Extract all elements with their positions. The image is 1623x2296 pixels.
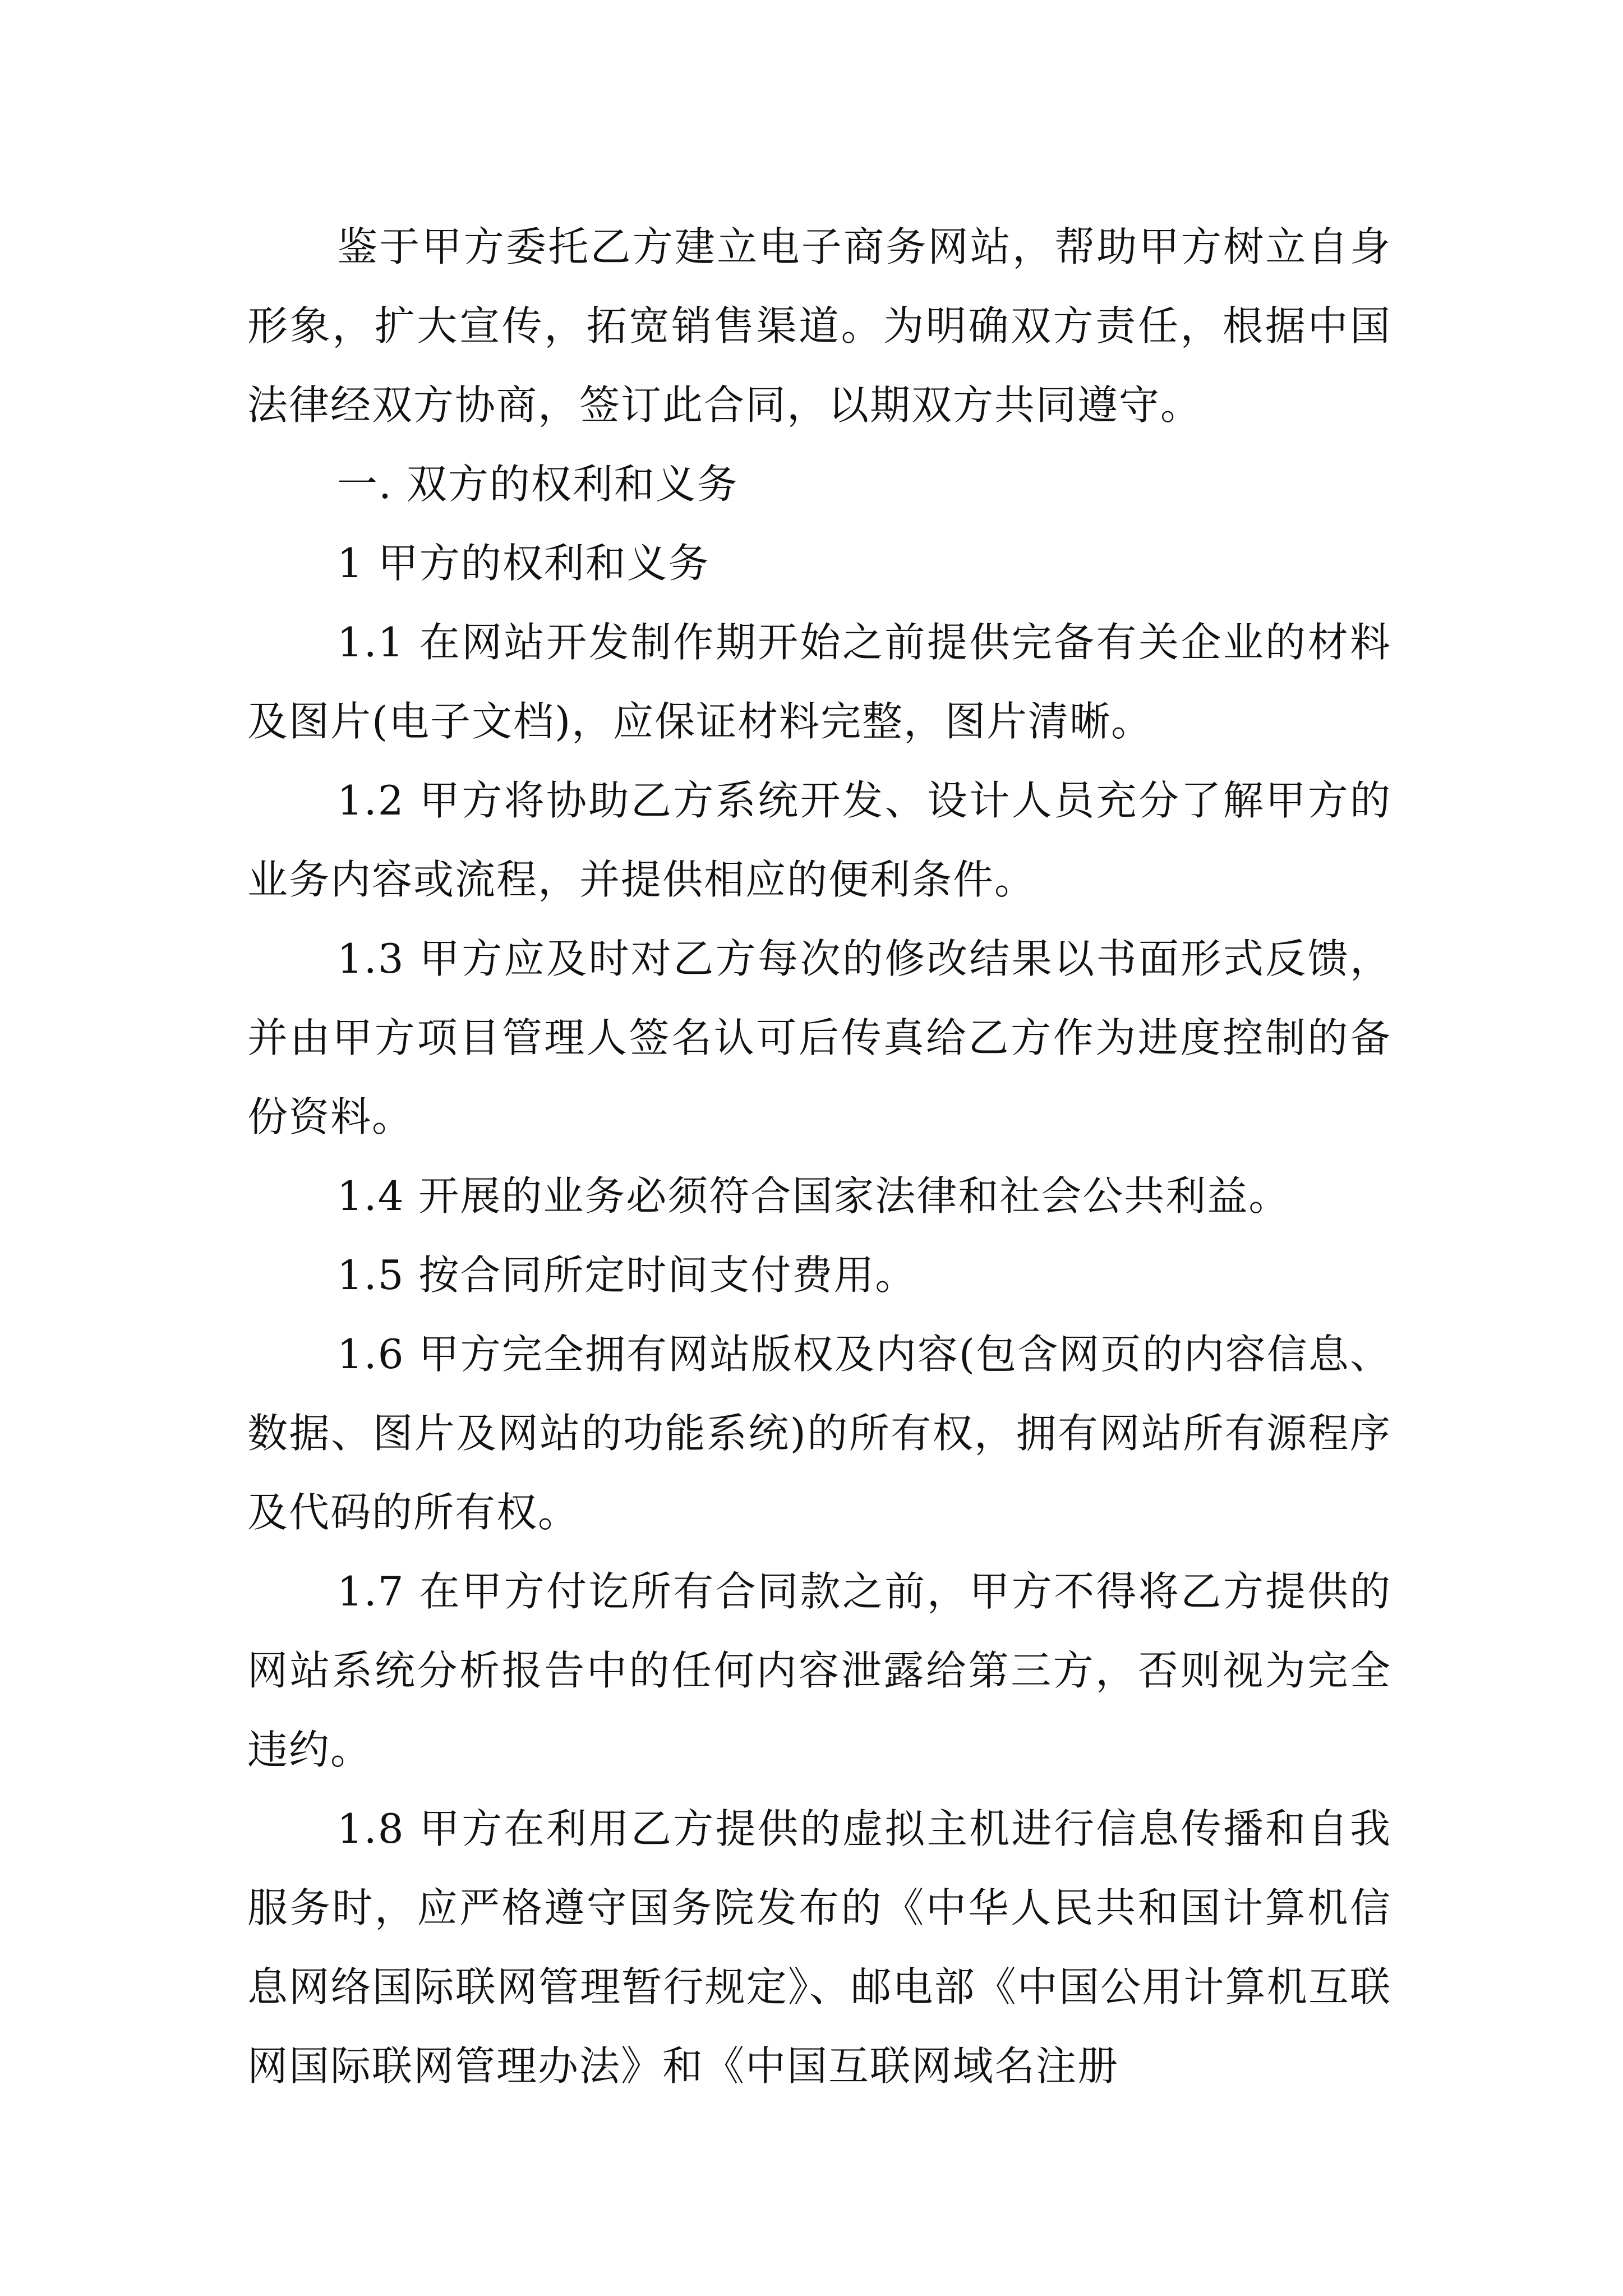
- clause-1-6: 1.6 甲方完全拥有网站版权及内容(包含网页的内容信息、数据、图片及网站的功能系统)的所有权，拥有网站所有源程序及代码的所有权。: [247, 1331, 1391, 1536]
- clause-1-3: 1.3 甲方应及时对乙方每次的修改结果以书面形式反馈，并由甲方项目管理人签名认可后传真给乙方作为进度控制的备份资料。: [247, 935, 1391, 1140]
- subsection-heading-party-a: 1 甲方的权利和义务: [337, 540, 710, 587]
- clause-1-1: 1.1 在网站开发制作期开始之前提供完备有关企业的材料及图片(电子文档)，应保证材料完整，图片清晰。: [247, 619, 1391, 745]
- section-heading-rights-obligations: 一. 双方的权利和义务: [337, 461, 739, 508]
- contract-body: [247, 208, 1391, 2106]
- intro-paragraph: 鉴于甲方委托乙方建立电子商务网站，帮助甲方树立自身形象，扩大宣传，拓宽销售渠道。为明确双方责任，根据中国法律经双方协商，签订此合同，以期双方共同遵守。: [247, 223, 1391, 429]
- clause-1-2: 1.2 甲方将协助乙方系统开发、设计人员充分了解甲方的业务内容或流程，并提供相应的便利条件。: [247, 777, 1391, 903]
- clause-1-5: 1.5 按合同所定时间支付费用。: [337, 1251, 917, 1299]
- clause-1-8: 1.8 甲方在利用乙方提供的虚拟主机进行信息传播和自我服务时，应严格遵守国务院发布的《中华人民共和国计算机信息网络国际联网管理暂行规定》、邮电部《中国公用计算机互联网国际联网管理办法》和《中国互联网域名注册: [247, 1805, 1391, 2090]
- clause-1-7: 1.7 在甲方付讫所有合同款之前，甲方不得将乙方提供的网站系统分析报告中的任何内容泄露给第三方，否则视为完全违约。: [247, 1568, 1391, 1773]
- clause-1-4: 1.4 开展的业务必须符合国家法律和社会公共利益。: [337, 1172, 1290, 1220]
